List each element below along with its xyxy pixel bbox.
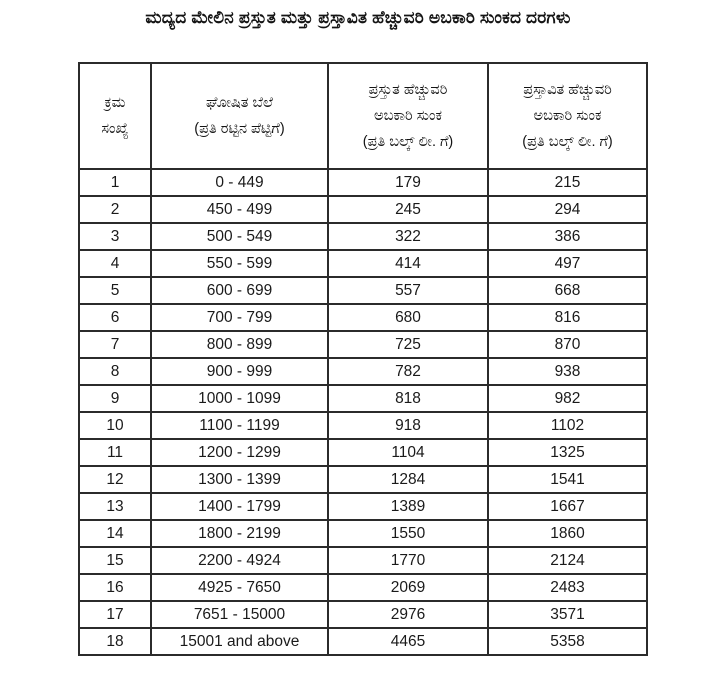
table-row bbox=[79, 250, 647, 277]
table-cell: 1200 - 1299 bbox=[151, 439, 328, 466]
table-cell: 179 bbox=[328, 169, 488, 196]
table-cell: 1104 bbox=[328, 439, 488, 466]
table-cell: 1550 bbox=[328, 520, 488, 547]
table-cell: 1400 - 1799 bbox=[151, 493, 328, 520]
table-cell: 2483 bbox=[488, 574, 647, 601]
table-cell: 818 bbox=[328, 385, 488, 412]
table-cell: 294 bbox=[488, 196, 647, 223]
table-cell: 215 bbox=[488, 169, 647, 196]
header-line: ಪ್ರಸ್ತಾವಿತ ಹೆಚ್ಚುವರಿ bbox=[523, 82, 612, 98]
table-header bbox=[79, 63, 647, 169]
header-line: (ಪ್ರತಿ ಬಲ್ಕ್ ಲೀ. ಗೆ) bbox=[522, 134, 613, 150]
table-cell: 6 bbox=[79, 304, 151, 331]
table-row bbox=[79, 601, 647, 628]
table-cell: 4925 - 7650 bbox=[151, 574, 328, 601]
header-line: ಪ್ರಸ್ತುತ ಹೆಚ್ಚುವರಿ bbox=[368, 82, 448, 98]
table-cell: 11 bbox=[79, 439, 151, 466]
table-cell: 550 - 599 bbox=[151, 250, 328, 277]
table-row bbox=[79, 385, 647, 412]
table-cell: 1100 - 1199 bbox=[151, 412, 328, 439]
table-cell: 680 bbox=[328, 304, 488, 331]
header-line: ಸಂಖ್ಯೆ bbox=[101, 121, 129, 137]
table-cell: 386 bbox=[488, 223, 647, 250]
table-cell: 5358 bbox=[488, 628, 647, 655]
header-line: ಅಬಕಾರಿ ಸುಂಕ bbox=[533, 108, 602, 124]
header-line: ಘೋಷಿತ ಬೆಲೆ bbox=[206, 95, 273, 111]
column-header-current-additional-excise-duty bbox=[328, 63, 488, 169]
table-cell: 3 bbox=[79, 223, 151, 250]
table-row bbox=[79, 277, 647, 304]
table-cell: 1800 - 2199 bbox=[151, 520, 328, 547]
table-cell: 4 bbox=[79, 250, 151, 277]
table-cell: 497 bbox=[488, 250, 647, 277]
table-body bbox=[79, 169, 647, 655]
table-cell: 322 bbox=[328, 223, 488, 250]
table-row bbox=[79, 358, 647, 385]
table-cell: 2 bbox=[79, 196, 151, 223]
table-row bbox=[79, 196, 647, 223]
table-cell: 557 bbox=[328, 277, 488, 304]
table-cell: 982 bbox=[488, 385, 647, 412]
table-row bbox=[79, 439, 647, 466]
table-cell: 7 bbox=[79, 331, 151, 358]
table-cell: 3571 bbox=[488, 601, 647, 628]
table-cell: 450 - 499 bbox=[151, 196, 328, 223]
table-cell: 600 - 699 bbox=[151, 277, 328, 304]
table-cell: 1102 bbox=[488, 412, 647, 439]
table-cell: 1389 bbox=[328, 493, 488, 520]
table-cell: 938 bbox=[488, 358, 647, 385]
table-cell: 13 bbox=[79, 493, 151, 520]
table-cell: 0 - 449 bbox=[151, 169, 328, 196]
table-row bbox=[79, 520, 647, 547]
table-cell: 1284 bbox=[328, 466, 488, 493]
table-cell: 1000 - 1099 bbox=[151, 385, 328, 412]
table-cell: 1 bbox=[79, 169, 151, 196]
table-cell: 15001 and above bbox=[151, 628, 328, 655]
table-cell: 500 - 549 bbox=[151, 223, 328, 250]
table-row bbox=[79, 304, 647, 331]
table-cell: 2976 bbox=[328, 601, 488, 628]
column-header-serial-number bbox=[79, 63, 151, 169]
table-row bbox=[79, 331, 647, 358]
table-cell: 668 bbox=[488, 277, 647, 304]
table-cell: 782 bbox=[328, 358, 488, 385]
table-cell: 414 bbox=[328, 250, 488, 277]
table-row bbox=[79, 628, 647, 655]
table-cell: 725 bbox=[328, 331, 488, 358]
table-row bbox=[79, 412, 647, 439]
table-cell: 8 bbox=[79, 358, 151, 385]
table-cell: 10 bbox=[79, 412, 151, 439]
table-cell: 918 bbox=[328, 412, 488, 439]
header-line: (ಪ್ರತಿ ರಟ್ಟಿನ ಪೆಟ್ಟಿಗೆ) bbox=[194, 121, 285, 137]
table-cell: 1541 bbox=[488, 466, 647, 493]
header-line: ಕ್ರಮ bbox=[104, 95, 126, 111]
table-cell: 7651 - 15000 bbox=[151, 601, 328, 628]
table-cell: 700 - 799 bbox=[151, 304, 328, 331]
table-row bbox=[79, 547, 647, 574]
table-cell: 900 - 999 bbox=[151, 358, 328, 385]
header-line: (ಪ್ರತಿ ಬಲ್ಕ್ ಲೀ. ಗೆ) bbox=[362, 134, 454, 150]
header-row bbox=[79, 63, 647, 169]
table-cell: 4465 bbox=[328, 628, 488, 655]
table-cell: 15 bbox=[79, 547, 151, 574]
table-cell: 12 bbox=[79, 466, 151, 493]
table-cell: 1667 bbox=[488, 493, 647, 520]
table-row bbox=[79, 223, 647, 250]
table-row bbox=[79, 169, 647, 196]
table-cell: 9 bbox=[79, 385, 151, 412]
table-cell: 870 bbox=[488, 331, 647, 358]
table-cell: 1325 bbox=[488, 439, 647, 466]
document-title: ಮದ್ಯದ ಮೇಲಿನ ಪ್ರಸ್ತುತ ಮತ್ತು ಪ್ರಸ್ತಾವಿತ ಹೆಚ್ಚುವರಿ ಅಬಕಾರಿ ಸುಂಕದ ದರಗಳು bbox=[145, 8, 571, 27]
table-cell: 2069 bbox=[328, 574, 488, 601]
table-cell: 5 bbox=[79, 277, 151, 304]
column-header-proposed-additional-excise-duty bbox=[488, 63, 647, 169]
excise-duty-rates-table bbox=[78, 62, 648, 656]
table-cell: 800 - 899 bbox=[151, 331, 328, 358]
table-row bbox=[79, 466, 647, 493]
table-cell: 18 bbox=[79, 628, 151, 655]
table-cell: 245 bbox=[328, 196, 488, 223]
table-cell: 17 bbox=[79, 601, 151, 628]
header-line: ಅಬಕಾರಿ ಸುಂಕ bbox=[374, 108, 442, 124]
table-row bbox=[79, 493, 647, 520]
table-cell: 16 bbox=[79, 574, 151, 601]
table-cell: 14 bbox=[79, 520, 151, 547]
table-cell: 816 bbox=[488, 304, 647, 331]
table-row bbox=[79, 574, 647, 601]
table-cell: 1300 - 1399 bbox=[151, 466, 328, 493]
table-cell: 2200 - 4924 bbox=[151, 547, 328, 574]
column-header-declared-price bbox=[151, 63, 328, 169]
table-cell: 2124 bbox=[488, 547, 647, 574]
table-cell: 1860 bbox=[488, 520, 647, 547]
table-cell: 1770 bbox=[328, 547, 488, 574]
